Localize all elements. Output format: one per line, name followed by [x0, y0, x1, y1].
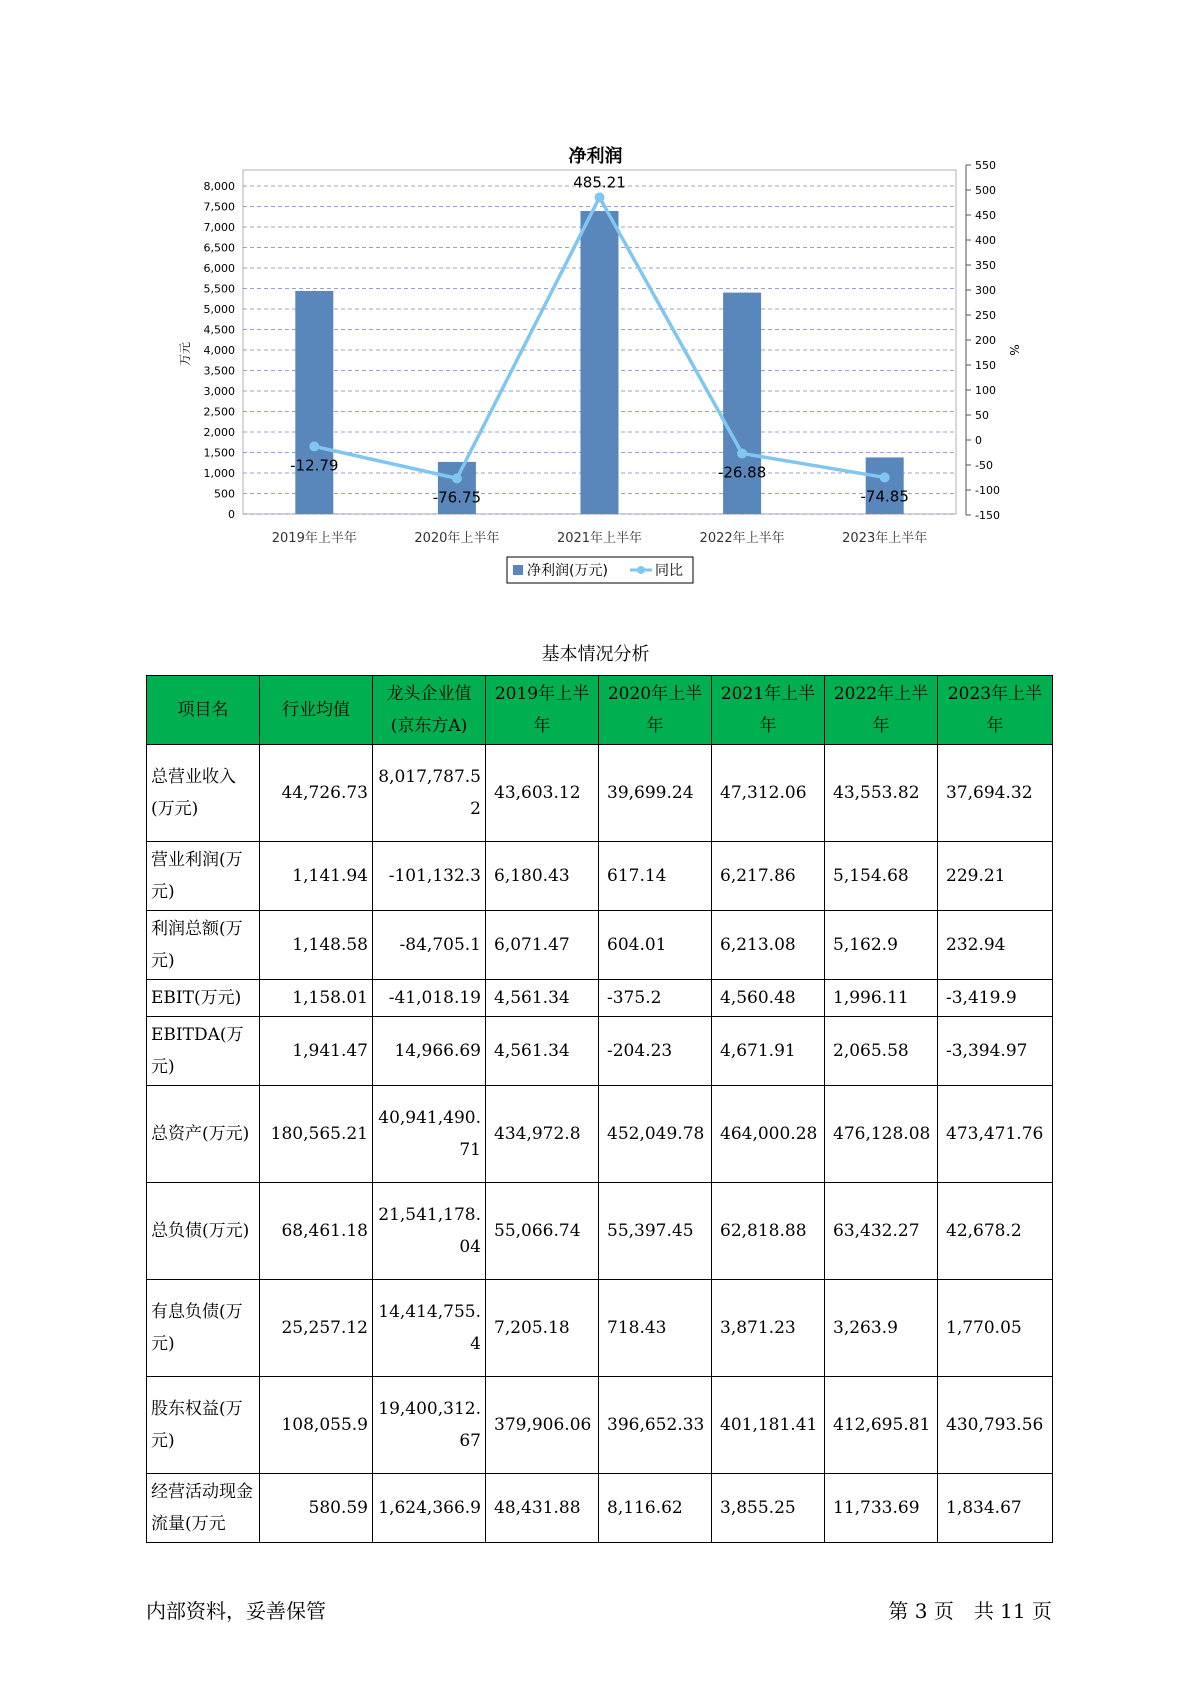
table-cell: 4,561.34 [486, 980, 599, 1017]
table-cell: 55,066.74 [486, 1183, 599, 1280]
y2-tick-label: 300 [975, 284, 996, 297]
y2-tick-label: 100 [975, 384, 996, 397]
table-cell: 412,695.81 [825, 1377, 938, 1474]
table-cell: -3,419.9 [938, 980, 1053, 1017]
y2-tick-label: -50 [975, 459, 993, 472]
y-tick-label: 4,500 [203, 323, 235, 337]
basic-analysis-table [146, 675, 1053, 1543]
table-cell: 4,671.91 [712, 1017, 825, 1086]
table-cell: 5,154.68 [825, 842, 938, 911]
yoy-data-label: -74.85 [860, 487, 909, 506]
table-row [147, 1017, 1053, 1086]
table-cell: 430,793.56 [938, 1377, 1053, 1474]
row-label-cell: EBIT(万元) [147, 980, 260, 1017]
table-caption: 基本情况分析 [541, 644, 650, 665]
table-row [147, 911, 1053, 980]
table-cell: 1,624,366.9 [373, 1474, 486, 1543]
table-cell: 108,055.9 [260, 1377, 373, 1474]
yoy-point [452, 473, 462, 483]
y2-tick-label: 350 [975, 259, 996, 272]
table-cell: 14,414,755.4 [373, 1280, 486, 1377]
row-label-cell: 营业利润(万元) [147, 842, 260, 911]
table-cell: 43,603.12 [486, 745, 599, 842]
table-cell: -101,132.3 [373, 842, 486, 911]
table-cell: 40,941,490.71 [373, 1086, 486, 1183]
y2-tick-label: 500 [975, 184, 996, 197]
y-tick-label: 2,500 [203, 405, 235, 419]
table-cell: 68,461.18 [260, 1183, 373, 1280]
table-cell: -3,394.97 [938, 1017, 1053, 1086]
table-cell: 3,263.9 [825, 1280, 938, 1377]
table-cell: -41,018.19 [373, 980, 486, 1017]
y2-tick-label: 0 [975, 434, 982, 447]
y2-tick-label: 150 [975, 359, 996, 372]
y2-tick-label: 250 [975, 309, 996, 322]
table-header-row [147, 676, 1053, 745]
table-cell: 63,432.27 [825, 1183, 938, 1280]
table-cell: -84,705.1 [373, 911, 486, 980]
y2-tick-label: 50 [975, 409, 989, 422]
footer-page-number: 第 3 页 共 11 页 [888, 1599, 1052, 1623]
y-tick-label: 5,000 [203, 303, 235, 316]
row-label-cell: 总负债(万元) [147, 1183, 260, 1280]
table-row [147, 980, 1053, 1017]
table-cell: 42,678.2 [938, 1183, 1053, 1280]
y-tick-label: 3,000 [203, 385, 235, 398]
y2-axis-label: % [1007, 344, 1021, 356]
table-cell: 1,158.01 [260, 980, 373, 1017]
header-2021h1: 2021年上半年 [712, 676, 825, 745]
legend-bar-label: 净利润(万元) [527, 563, 608, 579]
table-cell: 8,017,787.52 [373, 745, 486, 842]
legend-bar-swatch [513, 565, 523, 575]
table-cell: 232.94 [938, 911, 1053, 980]
table-cell: 718.43 [599, 1280, 712, 1377]
yoy-data-label: -26.88 [717, 463, 767, 482]
table-cell: 452,049.78 [599, 1086, 712, 1183]
table-row [147, 1086, 1053, 1183]
y-tick-label: 4,000 [203, 344, 235, 357]
yoy-data-label: 485.21 [573, 173, 626, 192]
y-tick-label: 8,000 [203, 180, 235, 193]
header-industry-avg: 行业均值 [260, 676, 373, 745]
table-cell: 401,181.41 [712, 1377, 825, 1474]
footer-confidential: 内部资料，妥善保管 [146, 1599, 326, 1623]
y-tick-label: 1,000 [203, 467, 235, 480]
table-cell: 180,565.21 [260, 1086, 373, 1183]
table-cell: 379,906.06 [486, 1377, 599, 1474]
table-cell: 43,553.82 [825, 745, 938, 842]
table-cell: 6,180.43 [486, 842, 599, 911]
y-tick-label: 7,000 [203, 221, 235, 234]
table-cell: 473,471.76 [938, 1086, 1053, 1183]
table-cell: 8,116.62 [599, 1474, 712, 1543]
table-cell: 6,213.08 [712, 911, 825, 980]
x-tick-label: 2019年上半年 [271, 531, 357, 546]
header-2022h1: 2022年上半年 [825, 676, 938, 745]
header-2023h1: 2023年上半年 [938, 676, 1053, 745]
y-tick-label: 5,500 [203, 282, 235, 296]
row-label-cell: 利润总额(万元) [147, 911, 260, 980]
bar-net-profit [866, 457, 904, 514]
yoy-data-label: -76.75 [432, 488, 482, 507]
table-cell: 48,431.88 [486, 1474, 599, 1543]
y-tick-label: 500 [214, 487, 235, 501]
table-cell: 14,966.69 [373, 1017, 486, 1086]
table-cell: 1,941.47 [260, 1017, 373, 1086]
table-row [147, 1183, 1053, 1280]
table-cell: 229.21 [938, 842, 1053, 911]
x-tick-label: 2020年上半年 [414, 531, 500, 546]
row-label-cell: 股东权益(万元) [147, 1377, 260, 1474]
table-cell: -375.2 [599, 980, 712, 1017]
table-row [147, 842, 1053, 911]
table-cell: 1,141.94 [260, 842, 373, 911]
table-cell: 21,541,178.04 [373, 1183, 486, 1280]
yoy-point [309, 441, 319, 451]
table-cell: 434,972.8 [486, 1086, 599, 1183]
table-cell: 580.59 [260, 1474, 373, 1543]
row-label-cell: EBITDA(万元) [147, 1017, 260, 1086]
table-row [147, 745, 1053, 842]
table-row [147, 1474, 1053, 1543]
table-cell: 4,560.48 [712, 980, 825, 1017]
table-cell: 2,065.58 [825, 1017, 938, 1086]
chart-title: 净利润 [568, 146, 623, 167]
table-cell: 1,996.11 [825, 980, 938, 1017]
yoy-data-label: -12.79 [290, 456, 339, 475]
row-label-cell: 有息负债(万元) [147, 1280, 260, 1377]
row-label-cell: 总营业收入(万元) [147, 745, 260, 842]
table-cell: 55,397.45 [599, 1183, 712, 1280]
table-cell: 3,871.23 [712, 1280, 825, 1377]
table-cell: 44,726.73 [260, 745, 373, 842]
yoy-point [737, 448, 747, 458]
legend-line-label: 同比 [655, 563, 683, 579]
y-tick-label: 1,500 [203, 446, 235, 460]
table-cell: 604.01 [599, 911, 712, 980]
table-cell: 25,257.12 [260, 1280, 373, 1377]
y-tick-label: 0 [228, 508, 235, 521]
table-cell: 4,561.34 [486, 1017, 599, 1086]
yoy-point [595, 192, 605, 202]
table-cell: 6,217.86 [712, 842, 825, 911]
row-label-cell: 总资产(万元) [147, 1086, 260, 1183]
table-cell: 396,652.33 [599, 1377, 712, 1474]
y2-tick-label: 400 [975, 234, 996, 247]
table-cell: 476,128.08 [825, 1086, 938, 1183]
table-cell: 5,162.9 [825, 911, 938, 980]
bar-net-profit [581, 211, 619, 514]
header-2019h1: 2019年上半年 [486, 676, 599, 745]
table-cell: -204.23 [599, 1017, 712, 1086]
table-cell: 62,818.88 [712, 1183, 825, 1280]
y-tick-label: 6,000 [203, 262, 235, 275]
table-cell: 47,312.06 [712, 745, 825, 842]
header-leader-value: 龙头企业值(京东方A) [373, 676, 486, 745]
table-cell: 3,855.25 [712, 1474, 825, 1543]
y-tick-label: 3,500 [203, 364, 235, 378]
header-item-name: 项目名 [147, 676, 260, 745]
y-tick-label: 6,500 [203, 241, 235, 255]
y-tick-label: 7,500 [203, 200, 235, 214]
y2-tick-label: -150 [975, 509, 1000, 522]
table-cell: 11,733.69 [825, 1474, 938, 1543]
x-tick-label: 2021年上半年 [556, 531, 643, 546]
y2-tick-label: 450 [975, 209, 996, 222]
x-tick-label: 2022年上半年 [699, 531, 785, 546]
table-cell: 617.14 [599, 842, 712, 911]
yoy-point [880, 472, 890, 482]
net-profit-chart [0, 160, 1191, 600]
y2-tick-label: -100 [975, 484, 1000, 497]
table-row [147, 1377, 1053, 1474]
table-row [147, 1280, 1053, 1377]
y2-tick-label: 550 [975, 160, 996, 172]
table-cell: 1,770.05 [938, 1280, 1053, 1377]
y-tick-label: 2,000 [203, 426, 235, 439]
table-cell: 37,694.32 [938, 745, 1053, 842]
x-tick-label: 2023年上半年 [842, 531, 928, 546]
table-cell: 19,400,312.67 [373, 1377, 486, 1474]
table-cell: 39,699.24 [599, 745, 712, 842]
table-cell: 1,148.58 [260, 911, 373, 980]
table-cell: 6,071.47 [486, 911, 599, 980]
y2-tick-label: 200 [975, 334, 996, 347]
legend-line-marker [637, 566, 645, 574]
header-2020h1: 2020年上半年 [599, 676, 712, 745]
row-label-cell: 经营活动现金流量(万元 [147, 1474, 260, 1543]
bar-net-profit [295, 291, 333, 514]
table-cell: 1,834.67 [938, 1474, 1053, 1543]
table-cell: 464,000.28 [712, 1086, 825, 1183]
table-cell: 7,205.18 [486, 1280, 599, 1377]
y-axis-label: 万元 [178, 341, 192, 367]
